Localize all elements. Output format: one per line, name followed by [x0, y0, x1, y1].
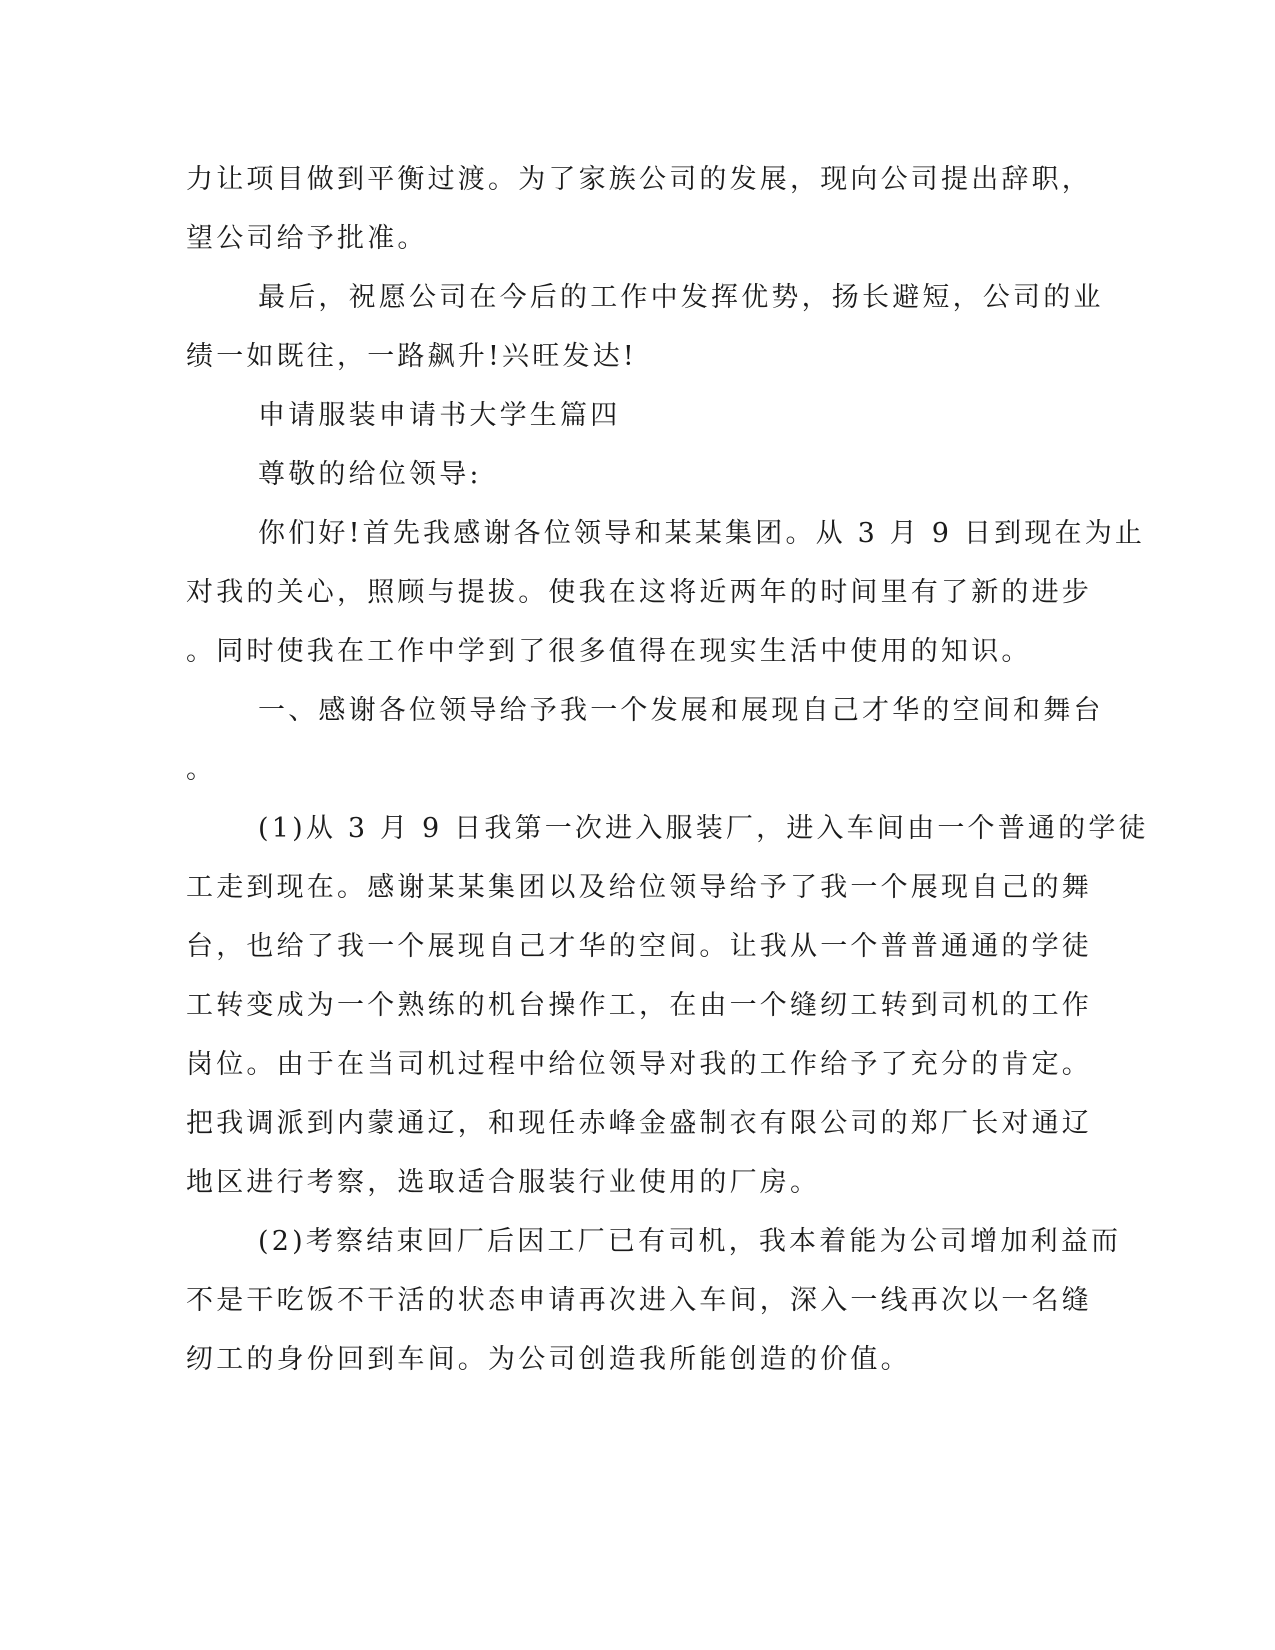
text-line: 地区进行考察，选取适合服装行业使用的厂房。: [186, 1167, 821, 1198]
text-line: 把我调派到内蒙通辽，和现任赤峰金盛制衣有限公司的郑厂长对通辽: [186, 1108, 1092, 1139]
text-line: (1)从 3 月 9 日我第一次进入服装厂，进入车间由一个普通的学徒: [258, 813, 1149, 844]
text-line: 力让项目做到平衡过渡。为了家族公司的发展，现向公司提出辞职，: [186, 164, 1092, 195]
salutation: 尊敬的给位领导:: [258, 459, 482, 490]
text-line: 不是干吃饭不干活的状态申请再次进入车间，深入一线再次以一名缝: [186, 1285, 1092, 1316]
text-line: 工转变成为一个熟练的机台操作工，在由一个缝纫工转到司机的工作: [186, 990, 1092, 1021]
text-line: 纫工的身份回到车间。为公司创造我所能创造的价值。: [186, 1344, 911, 1375]
text-line: 。同时使我在工作中学到了很多值得在现实生活中使用的知识。: [186, 636, 1032, 667]
section-heading: 申请服装申请书大学生篇四: [258, 400, 621, 431]
text-line: 台，也给了我一个展现自己才华的空间。让我从一个普普通通的学徒: [186, 931, 1092, 962]
text-line: 望公司给予批准。: [186, 223, 428, 254]
text-line: (2)考察结束回厂后因工厂已有司机，我本着能为公司增加利益而: [258, 1226, 1122, 1257]
text-line: 绩一如既往，一路飙升!兴旺发达!: [186, 341, 637, 372]
text-line: 你们好!首先我感谢各位领导和某某集团。从 3 月 9 日到现在为止: [258, 518, 1146, 549]
text-line: 一、感谢各位领导给予我一个发展和展现自己才华的空间和舞台: [258, 695, 1104, 726]
text-line: 岗位。由于在当司机过程中给位领导对我的工作给予了充分的肯定。: [186, 1049, 1092, 1080]
text-line: 。: [186, 754, 217, 785]
text-line: 对我的关心，照顾与提拔。使我在这将近两年的时间里有了新的进步: [186, 577, 1092, 608]
text-line: 工走到现在。感谢某某集团以及给位领导给予了我一个展现自己的舞: [186, 872, 1092, 903]
text-line: 最后，祝愿公司在今后的工作中发挥优势，扬长避短，公司的业: [258, 282, 1104, 313]
